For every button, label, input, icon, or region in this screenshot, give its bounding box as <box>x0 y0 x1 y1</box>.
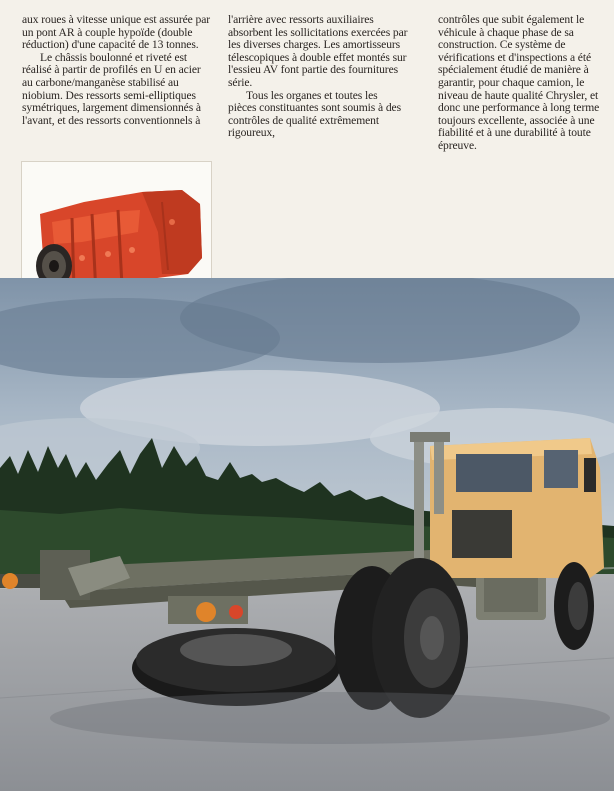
paragraph: aux roues à vitesse unique est assurée par un pont AR à couple hypoïde (double réduction) d'une capacité de 13 tonnes. <box>22 13 210 52</box>
paragraph: Le châssis boulonné et riveté est réalisé à partir de profilés en U en acier au carbone/manganèse stabilisé au niobium. Des ressorts semi-elliptiques symétriques, largement dimensionnés à l'avant, et des ressorts conventionnels à <box>22 50 201 127</box>
text-column-3 <box>438 14 612 153</box>
truck-photo <box>0 278 614 791</box>
paragraph: l'arrière avec ressorts auxiliaires absorbent les sollicitations exercées par les diverses charges. Les amortisseurs télescopiques à double effet montés sur l'essieu AV font partie des fournitures série. <box>228 13 408 89</box>
text-column-2 <box>228 14 408 140</box>
truck-chassis-illustration <box>0 278 614 791</box>
paragraph: contrôles que subit également le véhicule à chaque phase de sa construction. Ce système de vérifications et d'inspections a été spécialement étudié de manière à garantir, pour chaque camion, le niveau de haute qualité Chrysler, et donc une performance à long terme toujours excellente, associée à une fiabilité et à une durabilité à toute épreuve. <box>438 13 600 152</box>
text-column-1 <box>22 14 210 127</box>
paragraph: Tous les organes et toutes les pièces constituantes sont soumis à des contrôles de qualité extrêmement rigoureux, <box>228 88 401 140</box>
